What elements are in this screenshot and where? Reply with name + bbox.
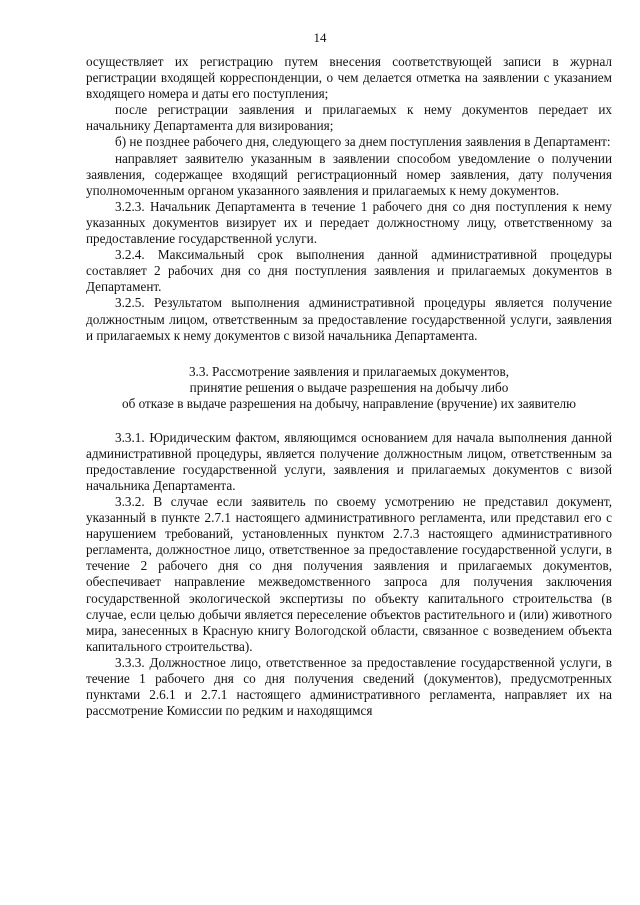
paragraphs-before: [86, 54, 612, 344]
paragraph: 3.3.1. Юридическим фактом, являющимся основанием для начала выполнения данной административной процедуры, является получение должностным лицом, ответственным за предоставление государственной услуги, заявления и прилагаемых документов с визой начальника Департамента.: [86, 429, 612, 493]
paragraph: 3.3.3. Должностное лицо, ответственное за предоставление государственной услуги, в течение 1 рабочего дня со дня получения сведений (документов), предусмотренных пунктами 2.6.1 и 2.7.1 настоящего административного регламента, направляет их на рассмотрение Комиссии по редким и находящимся: [86, 654, 612, 719]
paragraph: 3.2.3. Начальник Департамента в течение 1 рабочего дня со дня поступления к нему указанных документов визирует их и передает должностному лицу, ответственному за предоставление государственной услуги.: [86, 198, 612, 247]
page-number: 14: [313, 30, 327, 45]
paragraph: после регистрации заявления и прилагаемых к нему документов передает их начальнику Департамента для визирования;: [86, 102, 612, 134]
paragraph: 3.3.2. В случае если заявитель по своему усмотрению не представил документ, указанный в пункте 2.7.1 настоящего административного регламента, или представил его с нарушением требований, установленных пунктом 2.7.3 настоящего административного регламента, должностное лицо, ответственное за предоставление государственной услуги, в течение 2 рабочего дня со дня получения заявления и прилагаемых документов, обеспечивает направление межведомственного запроса для получения заключения государственной экологической экспертизы по объекту капитального строительства (в случае, если целью добычи является переселение объектов растительного и (или) животного мира, занесенных в Красную книгу Вологодской области, связанное с возведением объекта капитального строительства).: [86, 493, 612, 654]
section-heading: [86, 364, 612, 413]
document-body: [86, 54, 612, 719]
section-heading-line: 3.3. Рассмотрение заявления и прилагаемых документов,: [188, 363, 510, 379]
paragraph: 3.2.4. Максимальный срок выполнения данной административной процедуры составляет 2 рабочих дня со дня поступления заявления и прилагаемых документов в Департамент.: [86, 247, 612, 295]
paragraph: направляет заявителю указанным в заявлении способом уведомление о получении заявления, содержащее входящий регистрационный номер заявления, дату получения уполномоченным органом указанного заявления и прилагаемых к нему документов.: [86, 150, 612, 198]
section-heading-line: об отказе в выдаче разрешения на добычу, направление (вручение) их заявителю: [122, 396, 576, 412]
paragraph: осуществляет их регистрацию путем внесения соответствующей записи в журнал регистрации входящей корреспонденции, о чем делается отметка на заявлении с указанием входящего номера и даты его поступления;: [86, 54, 612, 102]
paragraph: 3.2.5. Результатом выполнения административной процедуры является получение должностным лицом, ответственным за предоставление государственной услуги, заявления и прилагаемых к нему документов с визой начальника Департамента.: [86, 295, 612, 343]
paragraphs-after: [86, 430, 612, 720]
paragraph: б) не позднее рабочего дня, следующего за днем поступления заявления в Департамент:: [115, 134, 611, 150]
section-heading-line: принятие решения о выдаче разрешения на добычу либо: [189, 379, 509, 395]
